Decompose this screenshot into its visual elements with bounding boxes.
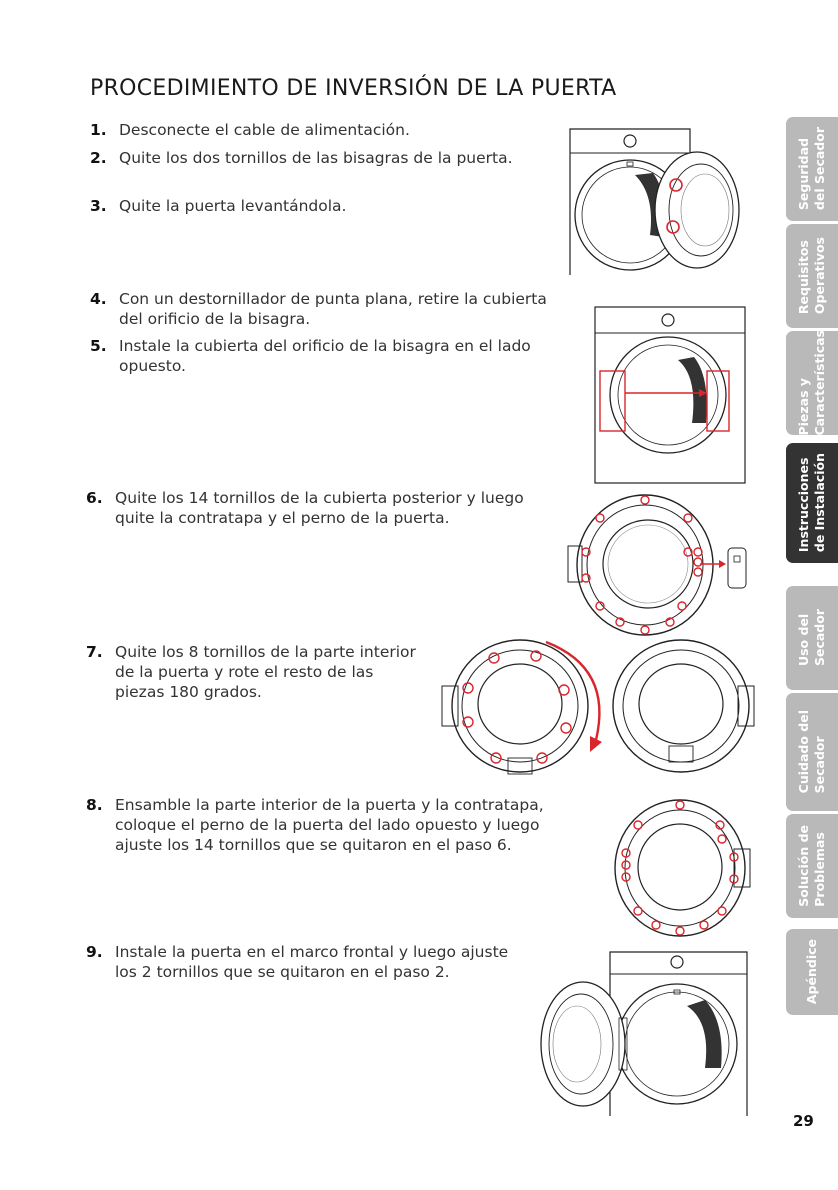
tab-label: Apéndice <box>804 939 819 1005</box>
tab-cuidado[interactable] <box>786 693 838 811</box>
step-text: Quite los 14 tornillos de la cubierta posterior y luego quite la contratapa y el perno de la puerta. <box>115 489 524 527</box>
tab-label: Uso del Secador <box>796 609 827 667</box>
step-number: 3. <box>90 197 107 215</box>
step-number: 5. <box>90 337 107 355</box>
tab-label: Seguridad del Secador <box>796 127 827 211</box>
tab-requisitos[interactable] <box>786 224 838 328</box>
tab-label: Solución de Problemas <box>796 825 827 907</box>
tab-uso[interactable] <box>786 586 838 690</box>
tab-label: Piezas y Características <box>796 330 827 436</box>
step-8 <box>86 795 566 855</box>
tab-label: Requisitos Operativos <box>796 237 827 315</box>
tab-seguridad[interactable] <box>786 117 838 221</box>
step-6 <box>86 488 526 528</box>
step-number: 4. <box>90 290 107 308</box>
step-3 <box>90 196 530 216</box>
step-number: 9. <box>86 943 103 961</box>
tab-label: Cuidado del Secador <box>796 710 827 794</box>
step-text: Quite los dos tornillos de las bisagras de la puerta. <box>119 149 513 167</box>
step-text: Con un destornillador de punta plana, retire la cubierta del orificio de la bisagra. <box>119 290 547 328</box>
door-reassembled-illustration <box>610 795 760 941</box>
dryer-door-installed-illustration <box>535 948 755 1118</box>
tab-solucion[interactable] <box>786 814 838 918</box>
tab-instrucciones[interactable] <box>786 443 838 563</box>
step-4 <box>90 289 560 329</box>
page-number: 29 <box>793 1112 814 1130</box>
step-number: 2. <box>90 149 107 167</box>
hinge-cover-illustration <box>590 305 750 485</box>
door-back-cover-illustration <box>560 490 760 640</box>
step-number: 7. <box>86 643 103 661</box>
step-text: Quite los 8 tornillos de la parte interior de la puerta y rote el resto de las piezas 180 grados. <box>115 643 416 701</box>
step-7 <box>86 642 426 702</box>
step-2 <box>90 148 530 168</box>
tab-apendice[interactable] <box>786 929 838 1015</box>
step-number: 6. <box>86 489 103 507</box>
tab-piezas[interactable] <box>786 331 838 435</box>
step-text: Ensamble la parte interior de la puerta y la contratapa, coloque el perno de la puerta del lado opuesto y luego ajuste los 14 tornillos que se quitaron en el paso 6. <box>115 796 544 854</box>
door-rotate-illustration <box>438 628 768 788</box>
step-number: 8. <box>86 796 103 814</box>
step-1 <box>90 120 530 140</box>
step-5 <box>90 336 560 376</box>
step-text: Instale la puerta en el marco frontal y luego ajuste los 2 tornillos que se quitaron en el paso 2. <box>115 943 509 981</box>
page-title: PROCEDIMIENTO DE INVERSIÓN DE LA PUERTA <box>90 76 617 101</box>
tab-label: Instrucciones de Instalación <box>796 453 827 553</box>
step-number: 1. <box>90 121 107 139</box>
step-text: Quite la puerta levantándola. <box>119 197 347 215</box>
step-text: Desconecte el cable de alimentación. <box>119 121 410 139</box>
step-text: Instale la cubierta del orificio de la bisagra en el lado opuesto. <box>119 337 531 375</box>
dryer-door-open-illustration <box>545 125 755 280</box>
step-9 <box>86 942 516 982</box>
